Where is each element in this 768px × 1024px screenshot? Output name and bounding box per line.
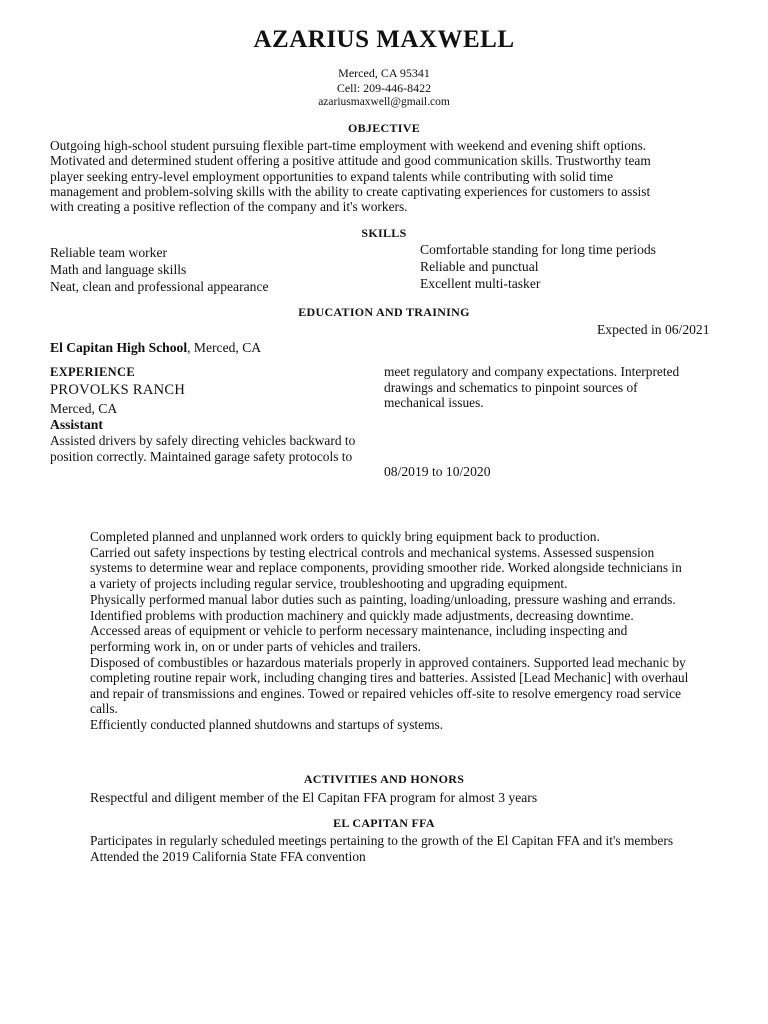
list-item: Physically performed manual labor duties such as painting, loading/unloading, pressure washing and errands. xyxy=(90,591,676,607)
objective-line: Outgoing high-school student pursuing flexible part-time employment with weekend and evening shift options. xyxy=(50,138,647,153)
ffa-list xyxy=(90,833,690,865)
school-name: El Capitan High School xyxy=(50,340,188,355)
skill-item: Neat, clean and professional appearance xyxy=(50,279,269,294)
experience-summary-right xyxy=(384,364,679,411)
candidate-name: AZARIUS MAXWELL xyxy=(253,26,515,53)
objective-line: with creating a positive reflection of the company and it's workers. xyxy=(50,199,408,215)
objective-line: Motivated and determined student offering a positive attitude and good communication skills. Trustworthy team xyxy=(50,153,651,169)
education-heading: EDUCATION AND TRAINING xyxy=(298,305,470,319)
school-location: , Merced, CA xyxy=(187,340,262,355)
job-title: Assistant xyxy=(50,417,103,432)
objective-line: player seeking entry-level employment opportunities to expand talents while contributing with solid time xyxy=(50,168,614,184)
education-expected-date: Expected in 06/2021 xyxy=(597,322,710,337)
summary-line: position correctly. Maintained garage safety protocols to xyxy=(50,449,353,464)
contact-email: azariusmaxwell@gmail.com xyxy=(318,96,450,108)
objective-line: management and problem-solving skills with the ability to create captivating experiences for customers to assist xyxy=(50,183,651,199)
ffa-heading: EL CAPITAN FFA xyxy=(333,816,435,830)
list-item: Attended the 2019 California State FFA convention xyxy=(90,848,366,864)
list-item: Completed planned and unplanned work orders to quickly bring equipment back to production. xyxy=(90,529,600,544)
contact-address: Merced, CA 95341 xyxy=(338,66,430,80)
list-item: Carried out safety inspections by testing electrical controls and mechanical systems. Assessed suspension systems to determine wear and replace components, providing smoother ride. Worked alongside technicians in a variety of projects including regular service, troubleshooting and upgrading equipment. xyxy=(90,544,682,591)
job-dates: 08/2019 to 10/2020 xyxy=(384,464,491,479)
summary-line: Assisted drivers by safely directing vehicles backward to xyxy=(50,433,356,448)
list-item: Accessed areas of equipment or vehicle to perform necessary maintenance, including inspecting and performing work in, on or under parts of vehicles and trailers. xyxy=(90,623,628,654)
summary-line: mechanical issues. xyxy=(384,395,484,411)
skill-item: Reliable team worker xyxy=(50,245,168,260)
skill-item: Comfortable standing for long time periods xyxy=(420,242,656,257)
list-item: Efficiently conducted planned shutdowns and startups of systems. xyxy=(90,716,444,732)
activities-heading: ACTIVITIES AND HONORS xyxy=(303,772,465,786)
education-entry xyxy=(50,340,261,356)
list-item: Disposed of combustibles or hazardous materials properly in approved containers. Supported lead mechanic by completing routine repair work, including changing tires and batteries. Assisted [Lead Mechanic] with overhaul and repair of transmissions and engines. Towed or repaired vehicles off-site to resolve emergency road service calls. xyxy=(90,654,689,716)
objective-paragraph xyxy=(50,138,720,214)
skill-item: Excellent multi-tasker xyxy=(420,276,541,291)
contact-phone: Cell: 209-446-8422 xyxy=(336,81,432,95)
company-location: Merced, CA xyxy=(50,401,118,416)
skills-heading: SKILLS xyxy=(361,226,407,240)
skill-item: Reliable and punctual xyxy=(420,259,539,274)
list-item: Participates in regularly scheduled meetings pertaining to the growth of the El Capitan FFA and it's members xyxy=(90,833,674,848)
activities-text: Respectful and diligent member of the El Capitan FFA program for almost 3 years xyxy=(90,790,538,805)
experience-heading: EXPERIENCE xyxy=(50,365,135,379)
skill-item: Math and language skills xyxy=(50,262,187,277)
experience-bullets xyxy=(90,529,690,733)
summary-line: meet regulatory and company expectations. Interpreted xyxy=(384,364,680,379)
objective-heading: OBJECTIVE xyxy=(347,121,421,135)
list-item: Identified problems with production machinery and quickly made adjustments, decreasing downtime. xyxy=(90,607,634,623)
company-name: PROVOLKS RANCH xyxy=(50,382,186,398)
summary-line: drawings and schematics to pinpoint sources of xyxy=(384,379,638,395)
experience-summary-left xyxy=(50,433,355,465)
